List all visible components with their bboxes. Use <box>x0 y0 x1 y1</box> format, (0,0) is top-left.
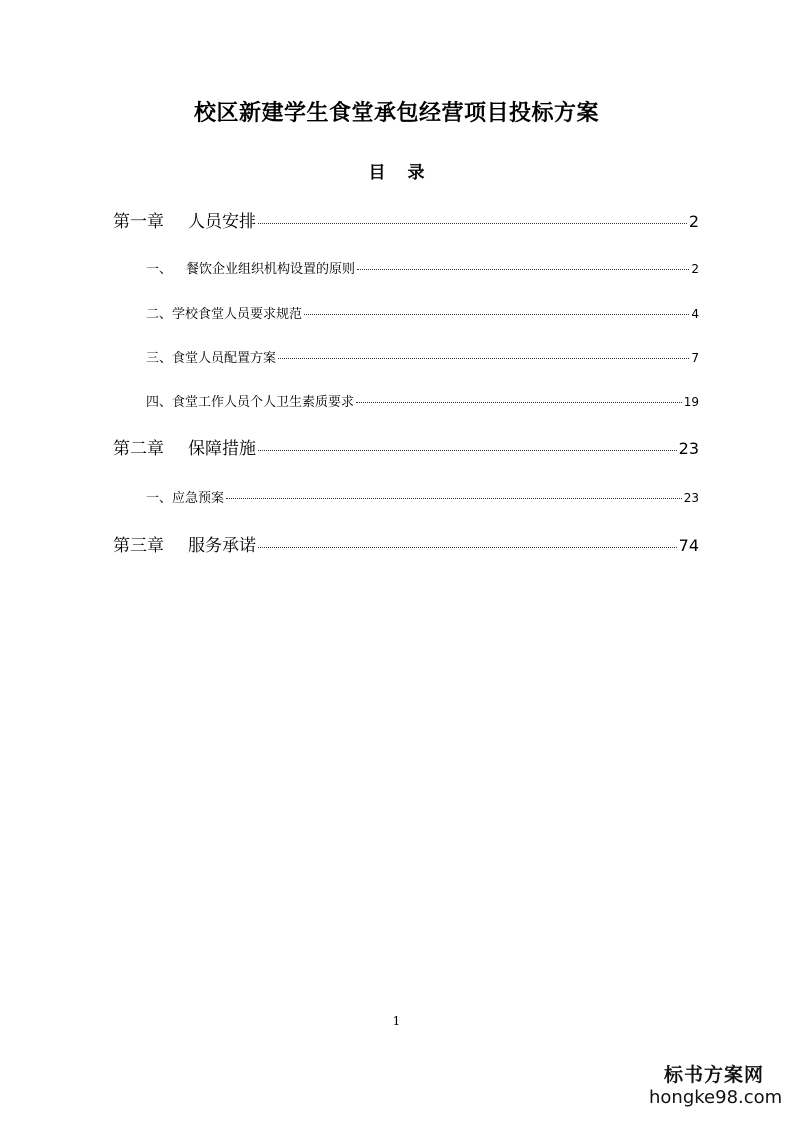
toc-entry-title: 食堂工作人员个人卫生素质要求 <box>172 395 355 410</box>
page-number: 1 <box>392 1014 401 1028</box>
dot-leader <box>357 269 689 270</box>
toc-entry-title: 人员安排 <box>188 212 256 232</box>
toc-entry-number: 二、 <box>146 307 173 322</box>
toc-heading-char-1: 目 <box>368 163 386 183</box>
toc-entry-section[interactable] <box>113 258 699 277</box>
watermark-url: hongke98.com <box>649 1087 783 1108</box>
dot-leader <box>278 358 689 359</box>
dot-leader <box>258 547 677 548</box>
dot-leader <box>304 314 689 315</box>
toc-entry-title: 学校食堂人员要求规范 <box>172 307 303 322</box>
toc-entry-title: 餐饮企业组织机构设置的原则 <box>186 262 356 277</box>
site-watermark <box>649 1060 783 1108</box>
toc-entry-number: 四、 <box>146 395 173 410</box>
toc-entry-page: 7 <box>691 351 699 365</box>
watermark-name: 标书方案网 <box>663 1064 764 1086</box>
toc-entry-title: 保障措施 <box>188 439 256 459</box>
document-title: 校区新建学生食堂承包经营项目投标方案 <box>193 100 599 126</box>
toc-entry-chapter-1[interactable] <box>113 207 699 232</box>
toc-heading <box>0 158 793 183</box>
toc-entry-title: 食堂人员配置方案 <box>172 351 277 366</box>
toc-entry-page: 74 <box>678 536 699 555</box>
dot-leader <box>258 450 677 451</box>
toc-entry-title: 服务承诺 <box>188 536 256 556</box>
toc-entry-number: 第二章 <box>113 439 164 459</box>
toc-entry-page: 23 <box>683 491 699 505</box>
toc-entry-number: 第一章 <box>113 212 164 232</box>
toc-entry-number: 一、 <box>146 491 173 506</box>
toc-entry-number: 一、 <box>146 262 173 277</box>
toc-entry-number: 第三章 <box>113 536 164 556</box>
toc-entry-section[interactable] <box>113 391 699 410</box>
toc-entry-page: 4 <box>691 307 699 321</box>
toc-entry-section[interactable] <box>113 347 699 366</box>
toc-entry-chapter-3[interactable] <box>113 531 699 556</box>
toc-entry-page: 2 <box>688 212 699 231</box>
toc-entry-section[interactable] <box>113 487 699 506</box>
toc-entry-chapter-2[interactable] <box>113 434 699 459</box>
dot-leader <box>226 498 682 499</box>
dot-leader <box>356 402 682 403</box>
toc-entry-page: 2 <box>691 262 699 276</box>
toc-entry-page: 23 <box>678 439 699 458</box>
toc-entry-page: 19 <box>683 395 699 409</box>
dot-leader <box>258 223 687 224</box>
toc-heading-char-2: 录 <box>407 163 425 183</box>
toc-entry-section[interactable] <box>113 303 699 322</box>
toc-entry-title: 应急预案 <box>172 491 225 506</box>
toc-entry-number: 三、 <box>146 351 173 366</box>
